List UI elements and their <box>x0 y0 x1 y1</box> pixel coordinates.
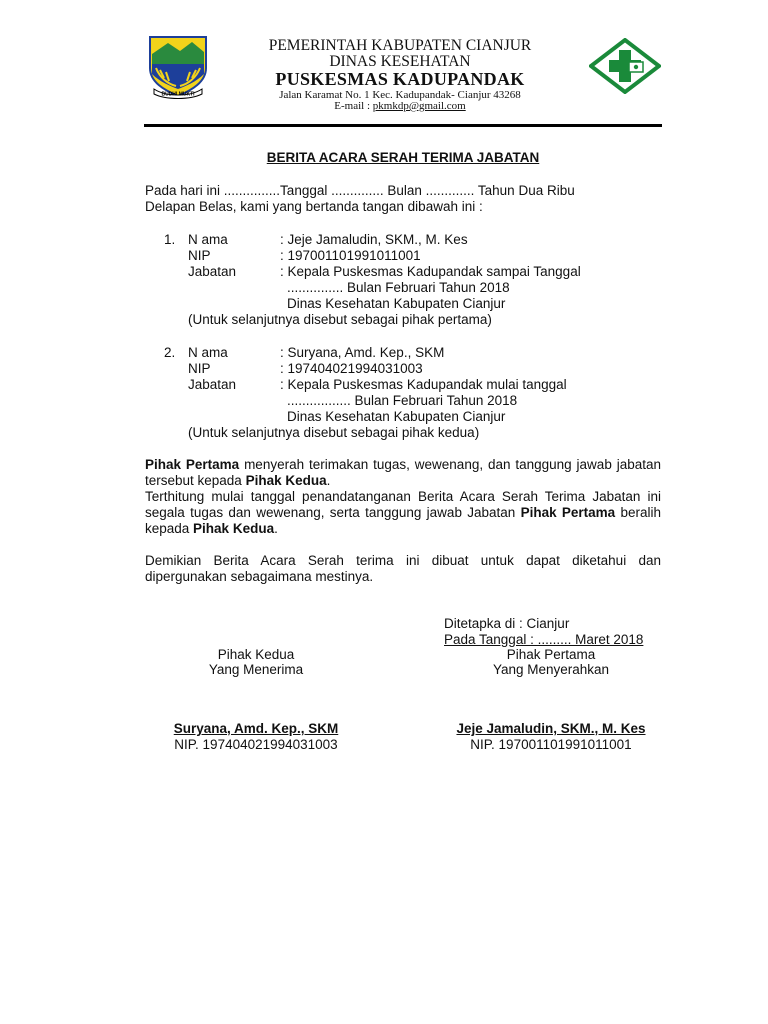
paragraph-closing: Demikian Berita Acara Serah terima ini dibuat untuk dapat diketahui dan dipergunakan sebagaimana mestinya. <box>145 553 661 584</box>
paragraph-effective-bold1: Pihak Pertama <box>520 505 616 520</box>
party1-jabatan-label: Jabatan <box>188 264 237 279</box>
letterhead-line2: DINAS KESEHATAN <box>329 53 471 70</box>
paragraph-handover <box>145 457 661 489</box>
paragraph-handover-text1: menyerah terimakan tugas, wewenang, dan tanggung jawab jabatan tersebut kepada <box>145 457 661 488</box>
paragraph-handover-bold2: Pihak Kedua <box>245 473 327 488</box>
party1-name: : Jeje Jamaludin, SKM., M. Kes <box>280 232 468 247</box>
intro-line2: Delapan Belas, kami yang bertanda tangan dibawah ini : <box>145 199 483 214</box>
cianjur-seal-icon <box>146 34 210 100</box>
signature-date: Pada Tanggal : ......... Maret 2018 <box>444 632 644 647</box>
party2-nip-label: NIP <box>188 361 211 376</box>
letterhead-divider <box>144 124 662 127</box>
left-signer-nip: NIP. 197404021994031003 <box>174 737 338 752</box>
party2-note: (Untuk selanjutnya disebut sebagai pihak kedua) <box>188 425 480 440</box>
party1-jabatan-line1: : Kepala Puskesmas Kadupandak sampai Tanggal <box>280 264 581 279</box>
svg-text:BUDHI MUKTI: BUDHI MUKTI <box>161 91 195 98</box>
paragraph-handover-end: . <box>326 473 331 488</box>
party1-name-label: N ama <box>188 232 228 247</box>
left-signer-action: Yang Menerima <box>208 662 304 677</box>
email-label: E-mail : <box>334 100 373 112</box>
party2-jabatan-line1: : Kepala Puskesmas Kadupandak mulai tanggal <box>280 377 567 392</box>
party1-note: (Untuk selanjutnya disebut sebagai pihak pertama) <box>188 312 492 327</box>
signature-place: Ditetapka di : Cianjur <box>444 616 570 631</box>
party2-jabatan-label: Jabatan <box>188 377 237 392</box>
paragraph-effective <box>145 489 661 537</box>
party1-nip: : 197001101991011001 <box>280 248 421 263</box>
right-signer-name: Jeje Jamaludin, SKM., M. Kes <box>456 721 646 736</box>
paragraph-effective-text1: Terthitung mulai tanggal penandatanganan Berita Acara Serah Terima Jabatan ini segala tugas dan wewenang, serta tanggung jawab Jabatan <box>145 489 661 520</box>
party2-number: 2. <box>164 345 176 360</box>
document-title: BERITA ACARA SERAH TERIMA JABATAN <box>266 150 540 165</box>
intro-line1: Pada hari ini ...............Tanggal .............. Bulan ............. Tahun Dua Ribu <box>145 183 575 198</box>
party2-name: : Suryana, Amd. Kep., SKM <box>280 345 445 360</box>
right-signer-role: Pihak Pertama <box>506 647 596 662</box>
paragraph-effective-end: . <box>274 521 278 536</box>
party2-nip: : 197404021994031003 <box>280 361 423 376</box>
paragraph-effective-bold2: Pihak Kedua <box>193 521 275 536</box>
party1-nip-label: NIP <box>188 248 211 263</box>
left-signer-name: Suryana, Amd. Kep., SKM <box>173 721 339 736</box>
party2-name-label: N ama <box>188 345 228 360</box>
party2-jabatan-line3: Dinas Kesehatan Kabupaten Cianjur <box>287 409 506 424</box>
letterhead-line3: PUSKESMAS KADUPANDAK <box>275 69 525 89</box>
party2-jabatan-line2: ................. Bulan Februari Tahun 2018 <box>287 393 518 408</box>
paragraph-handover-bold1: Pihak Pertama <box>145 457 240 472</box>
party1-jabatan-line3: Dinas Kesehatan Kabupaten Cianjur <box>287 296 506 311</box>
party1-number: 1. <box>164 232 176 247</box>
right-signer-nip: NIP. 197001101991011001 <box>470 737 632 752</box>
letterhead-email-line <box>210 100 590 112</box>
email-address: pkmkdp@gmail.com <box>372 100 466 112</box>
puskesmas-logo-icon <box>589 38 661 94</box>
letterhead-address: Jalan Karamat No. 1 Kec. Kadupandak- Cianjur 43268 <box>279 89 521 101</box>
party1-jabatan-line2: ............... Bulan Februari Tahun 2018 <box>287 280 510 295</box>
left-signer-role: Pihak Kedua <box>217 647 295 662</box>
letterhead-line1: PEMERINTAH KABUPATEN CIANJUR <box>268 37 532 54</box>
right-signer-action: Yang Menyerahkan <box>492 662 610 677</box>
paragraph-effective-text2: beralih kepada <box>145 505 661 536</box>
